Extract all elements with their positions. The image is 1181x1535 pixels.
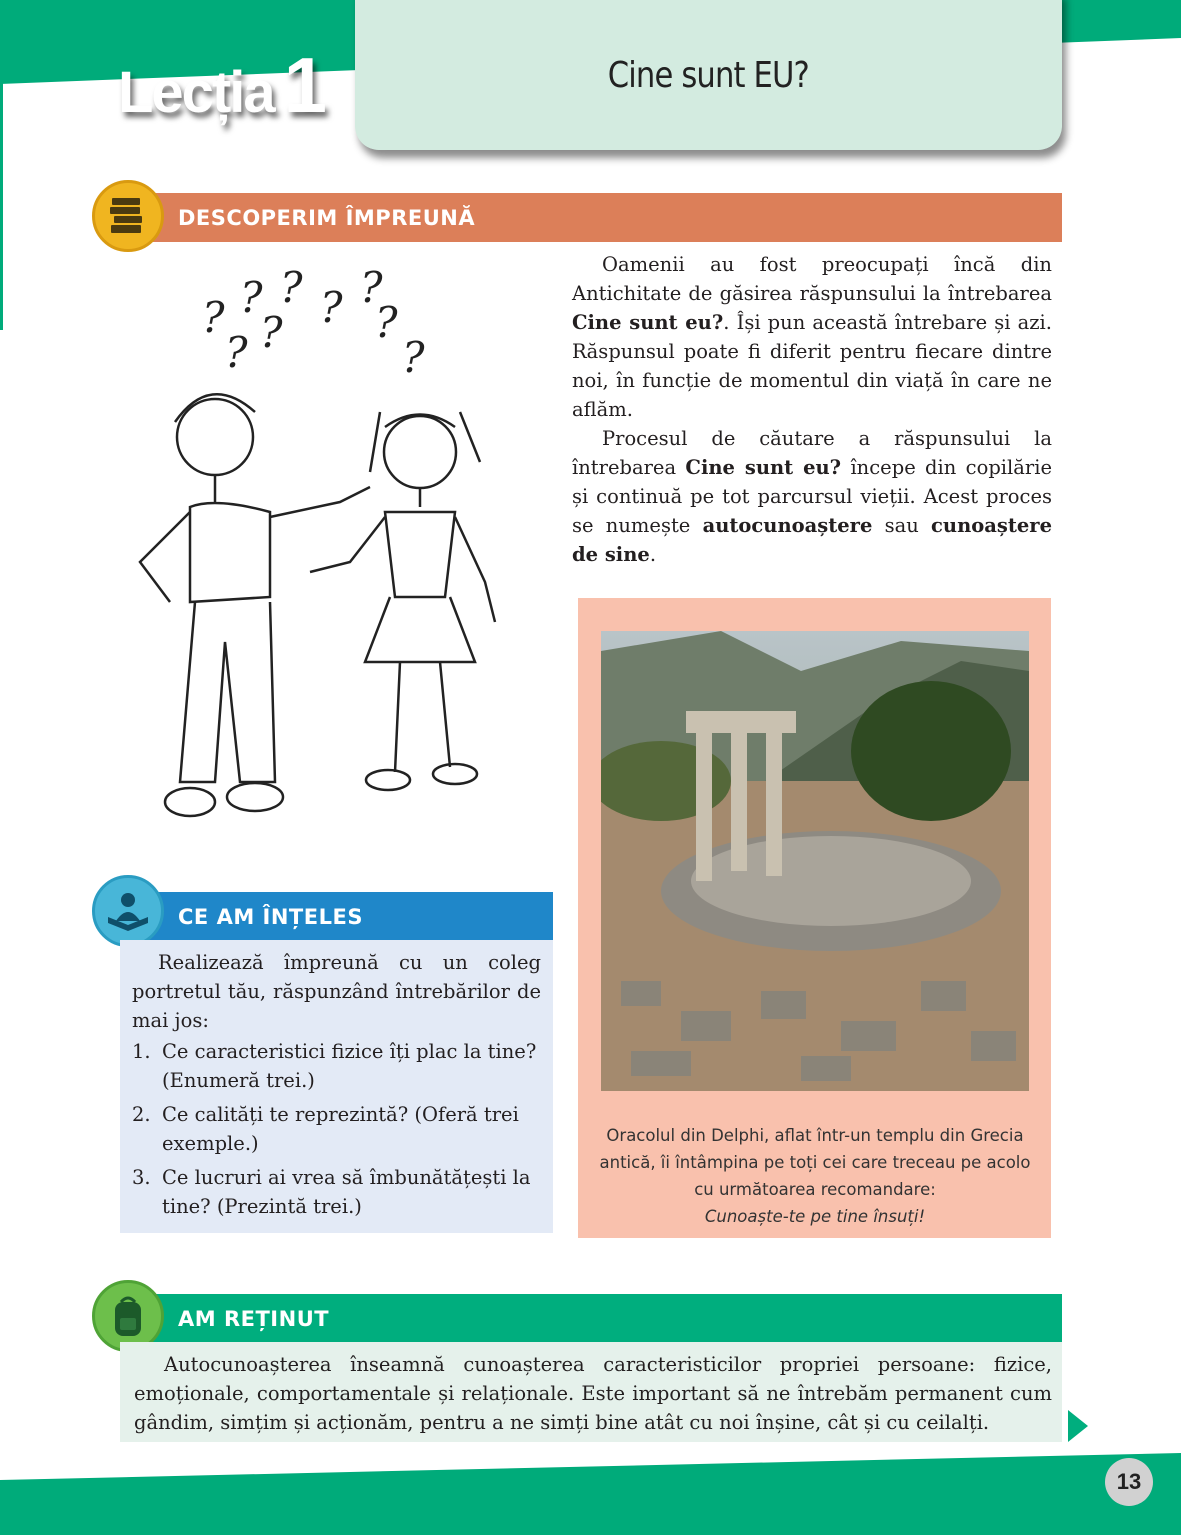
understood-body: [120, 940, 553, 1233]
text-run: Oamenii au fost preocupați încă din Antichitate de găsirea răspunsului la întrebarea: [572, 253, 1052, 305]
page-title: Cine sunt EU?: [607, 54, 810, 96]
question-list: [132, 1037, 541, 1221]
bold-term: Cine sunt eu?: [572, 311, 724, 334]
text-run: .: [649, 543, 657, 566]
bottom-green-band: [0, 1450, 1181, 1535]
svg-text:?: ?: [402, 333, 425, 382]
question-number: 1.: [132, 1040, 151, 1063]
discover-text: [572, 250, 1052, 569]
question-text: Ce lucruri ai vrea să îmbunătățești la tine? (Prezintă trei.): [162, 1166, 531, 1218]
svg-text:?: ?: [240, 273, 263, 322]
question-text: Ce calități te reprezintă? (Oferă trei exemple.): [162, 1103, 519, 1155]
svg-text:?: ?: [360, 263, 383, 312]
remember-text: Autocunoașterea înseamnă cunoașterea caracteristicilor propriei persoane: fizice, emoționale, comportamentale și relaționale. Este important să ne întrebăm permanent cum gândim, simțim și acționăm, pentru a ne simți bine atât cu noi înșine, cât și cu ceilalți.: [134, 1353, 1052, 1434]
understood-heading: CE AM ÎNȚELES: [178, 904, 363, 929]
left-stripe: [0, 0, 3, 330]
discover-paragraph-2: [572, 424, 1052, 569]
bold-term: autocunoaștere: [702, 514, 873, 537]
svg-text:?: ?: [280, 263, 303, 312]
remember-heading: AM REȚINUT: [178, 1306, 330, 1331]
text-run: Procesul de căutare a răspunsului la întrebarea: [572, 427, 1052, 479]
caption-quote: Cunoaște-te pe tine însuți!: [704, 1207, 926, 1226]
children-illustration: [130, 262, 510, 832]
svg-text:?: ?: [375, 298, 398, 347]
svg-text:?: ?: [260, 308, 283, 357]
text-run: . Își pun această întrebare și azi. Răspunsul poate fi diferit pentru fiecare dintre noi, în funcție de momentul din viață în care ne aflăm.: [572, 311, 1052, 421]
question-number: 2.: [132, 1103, 151, 1126]
understood-intro: Realizează împreună cu un coleg portretul tău, răspunzând întrebărilor de mai jos:: [132, 951, 541, 1032]
svg-text:?: ?: [225, 328, 248, 377]
bold-term: cunoaștere de sine: [572, 514, 1052, 566]
svg-text:?: ?: [320, 283, 343, 332]
question-item: [132, 1037, 541, 1095]
lesson-word: Lecția: [118, 60, 274, 125]
lesson-number: 1: [283, 41, 326, 129]
page-number: 13: [1105, 1458, 1153, 1506]
question-item: [132, 1163, 541, 1221]
remember-header: [120, 1294, 1062, 1343]
remember-body: [120, 1342, 1062, 1442]
svg-text:?: ?: [202, 293, 225, 342]
discover-header: [150, 193, 1062, 242]
text-run: sau: [872, 514, 932, 537]
title-box: [355, 0, 1062, 150]
next-arrow-icon[interactable]: [1068, 1410, 1090, 1442]
delphi-temple-photo: [601, 631, 1029, 1091]
photo-caption: [590, 1122, 1040, 1230]
books-icon: [92, 180, 164, 252]
lesson-label: [118, 40, 325, 131]
text-run: începe din copilărie și continuă pe tot parcursul vieții. Acest proces se numește: [572, 456, 1052, 537]
reader-icon: [92, 875, 164, 947]
question-text: Ce caracteristici fizice îți plac la tine? (Enumeră trei.): [162, 1040, 537, 1092]
caption-text: Oracolul din Delphi, aflat într-un templu din Grecia antică, îi întâmpina pe toți cei care treceau pe acolo cu următoarea recomandare:: [599, 1126, 1031, 1199]
understood-header: [120, 892, 553, 941]
question-number: 3.: [132, 1166, 151, 1189]
discover-paragraph-1: [572, 250, 1052, 424]
bold-term: Cine sunt eu?: [685, 456, 842, 479]
discover-heading: DESCOPERIM ÎMPREUNĂ: [178, 205, 476, 230]
question-item: [132, 1100, 541, 1158]
